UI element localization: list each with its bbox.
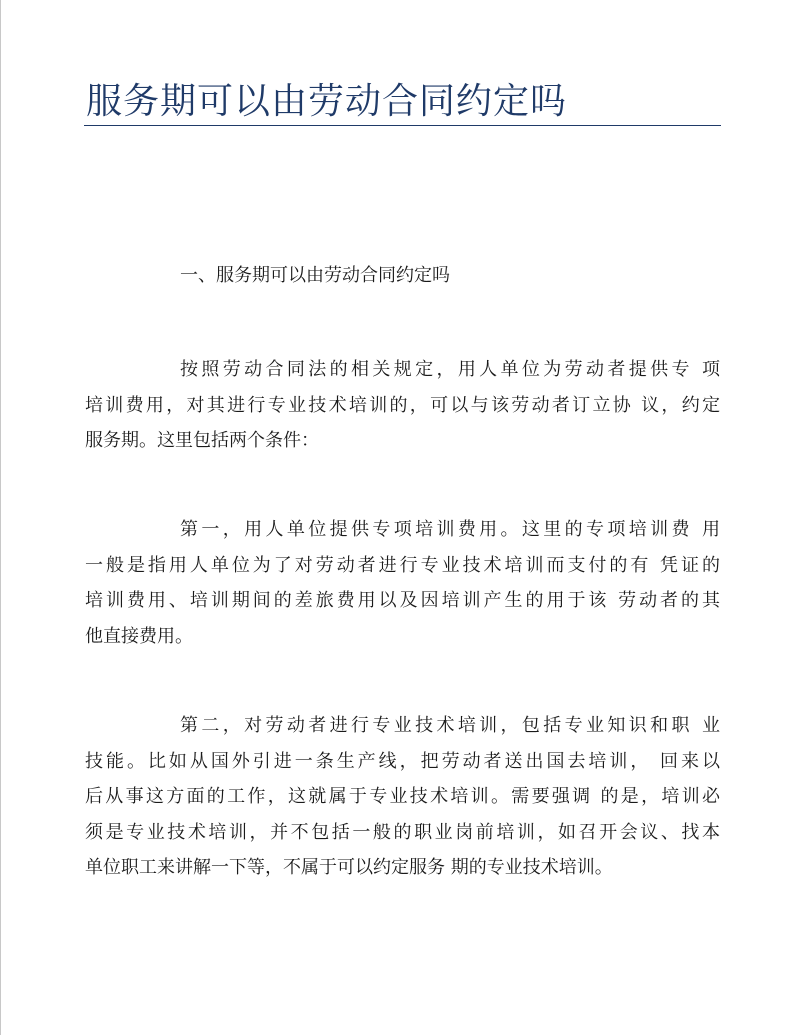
document-title: 服务期可以由劳动合同约定吗 xyxy=(86,81,568,122)
paragraph-3 xyxy=(85,708,720,886)
paragraph-2 xyxy=(85,512,720,654)
paragraph-line: 后从事这方面的工作，这就属于专业技术培训。需要强调 的是，培训必 xyxy=(85,786,720,807)
section-heading: 一、服务期可以由劳动合同约定吗 xyxy=(180,265,450,286)
title-underline xyxy=(84,125,721,126)
paragraph-line: 他直接费用。 xyxy=(85,625,193,647)
paragraph-line: 第一，用人单位提供专项培训费用。这里的专项培训费 用 xyxy=(180,519,720,540)
paragraph-1 xyxy=(85,352,720,459)
paragraph-line: 一般是指用人单位为了对劳动者进行专业技术培训而支付的有 凭证的 xyxy=(85,554,720,576)
paragraph-line: 技能。比如从国外引进一条生产线，把劳动者送出国去培训， 回来以 xyxy=(85,750,720,772)
paragraph-line: 单位职工来讲解一下等，不属于可以约定服务 期的专业技术培训。 xyxy=(85,857,613,878)
paragraph-line: 须是专业技术培训，并不包括一般的职业岗前培训，如召开会议、找本 xyxy=(85,821,720,843)
page-edge xyxy=(0,0,1,1035)
paragraph-line: 按照劳动合同法的相关规定，用人单位为劳动者提供专 项 xyxy=(180,359,720,380)
paragraph-line: 第二，对劳动者进行专业技术培训，包括专业知识和职 业 xyxy=(180,715,720,736)
paragraph-line: 培训费用、培训期间的差旅费用以及因培训产生的用于该 劳动者的其 xyxy=(85,590,720,611)
paragraph-line: 服务期。这里包括两个条件： xyxy=(85,430,319,451)
paragraph-line: 培训费用，对其进行专业技术培训的，可以与该劳动者订立协 议，约定 xyxy=(85,394,720,416)
